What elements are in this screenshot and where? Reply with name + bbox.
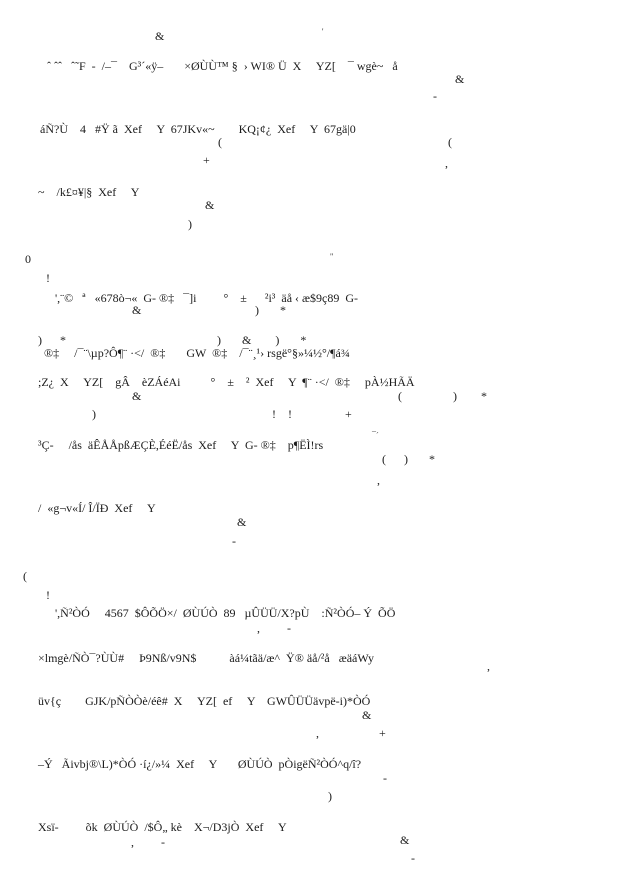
text-line: & [155, 29, 165, 43]
text-line: ',¨© ª «678ò¬« G- ®‡ ¯]i ° ± ²i³ äå ‹ æ$9ç89 G- [55, 291, 359, 305]
text-line: - [232, 534, 236, 548]
text-line: , [445, 156, 448, 170]
text-line: , + [316, 726, 386, 740]
text-line: ~ /k£¤¥|§ Xef Y [38, 185, 140, 199]
text-line: ˆ ˆˆ ˆ˜F - /–¯ G³´«ÿ– ×ØÙÙ™ § › WI® Ü X YZ[ ¯ wgè~ å [47, 59, 398, 73]
text-line: ( [23, 569, 27, 583]
text-line: ³Ç- /ås äÊÅÅpßÆÇÈ,ÉéË/ås Xef Y G- ®‡ p¶ËÌ!rs [38, 438, 324, 452]
text-line: & [132, 389, 142, 403]
text-line: ',Ñ²ÒÓ 4567 $ÔÕÖ×/ ØÙÚÒ 89 µÛÜÜ/X?pÙ :Ñ²ÒÓ– Ý ÕÖ [55, 606, 396, 620]
text-line: ! ! [272, 407, 292, 421]
text-line: & [400, 833, 410, 847]
text-line: , - [131, 835, 165, 849]
text-line: ( ) * [398, 389, 487, 403]
text-line: ( [218, 135, 222, 149]
text-line: / «g¬v«Í/ Î/ÏÐ Xef Y [38, 501, 156, 515]
text-line: ×lmgè/ÑÒ¯?ÙÙ# Þ9Nß/v9N$ àá¼tãä/æ^ Ÿ® äå/²å æäáWy [38, 651, 374, 665]
text-line: + [345, 407, 352, 421]
text-line: , - [257, 621, 291, 635]
text-line: & [132, 303, 142, 317]
text-line: & [362, 708, 372, 722]
text-line: - [411, 851, 415, 865]
text-line: " [330, 252, 334, 261]
text-line: ) [188, 217, 192, 231]
text-line: - [383, 771, 387, 785]
text-line: áÑ?Ù 4 #Ÿ ã Xef Y 67JKv«~ KQ¡¢¿ Xef Y 67gä|0 [40, 122, 356, 136]
text-line: - [433, 89, 437, 103]
text-line: & [237, 515, 247, 529]
text-line: ¯´ [372, 431, 379, 440]
text-line: ) [92, 407, 96, 421]
text-line: –Ý Ãivbj®\L)*ÒÓ ·í¿/»¼ Xef Y ØÙÚÒ pÒigëÑ²ÒÓ^q/î? [38, 757, 362, 771]
text-line: + [203, 153, 210, 167]
text-line: ;Z¿ X YZ[ gÂ èZÁéAi ° ± ² Xef Y ¶¨ ·</ ®‡ pÀ½HÃÄ [38, 375, 415, 389]
text-line: & [455, 72, 465, 86]
text-line: 0 [25, 252, 31, 266]
text-line: , [377, 473, 380, 487]
text-line: ) & ) * [217, 333, 307, 347]
text-line: * [280, 303, 286, 317]
text-line: ! [46, 271, 50, 285]
text-line: & [205, 198, 215, 212]
text-line: ( ) * [382, 452, 435, 466]
text-line: ®‡ /¯¨\µp?Ô¶¨ ·</ ®‡ GW ®‡ /¯¨¸¹› rsgë°§»¼½°/¶á¾ [44, 346, 350, 360]
text-line: ) * [38, 333, 66, 347]
text-line: ) [328, 789, 332, 803]
text-line: ! [46, 588, 50, 602]
text-line: Xsï- õk ØÙÚÒ /$Ô„ kè X¬/D3jÒ Xef Y [38, 820, 287, 834]
text-line: , [487, 659, 490, 673]
text-line: ( [448, 135, 452, 149]
text-line: ' [322, 27, 324, 36]
text-line: ) [255, 303, 259, 317]
text-line: üv{ç GJK/pÑÒÒè/éê# X YZ[ ef Y GWÛÜÜävpë-i)*ÒÓ [38, 694, 371, 708]
